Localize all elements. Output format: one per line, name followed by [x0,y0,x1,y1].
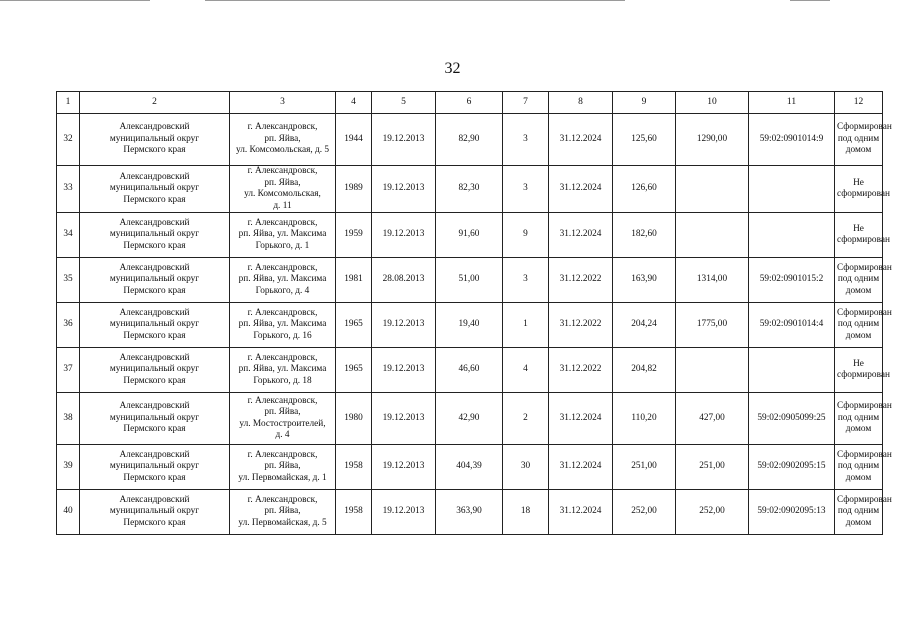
year-cell: 1959 [336,213,372,258]
column-header: 3 [230,92,336,114]
cadastral-number-cell: 59:02:0901014:4 [749,303,835,348]
cadastral-number-cell: 59:02:0902095:15 [749,445,835,490]
count-cell: 2 [503,393,549,445]
area-cell: 82,90 [436,114,503,166]
land-status-cell: Сформирован под одним домом [835,258,883,303]
municipality-cell: Александровский муниципальный округ Пермского края [80,348,230,393]
land-area-cell: 1775,00 [676,303,749,348]
cadastral-number-cell [749,348,835,393]
address-cell: г. Александровск, рп. Яйва, ул. Первомайская, д. 5 [230,490,336,535]
date-cell: 19.12.2013 [372,213,436,258]
page-number: 32 [444,60,461,77]
area-cell: 42,90 [436,393,503,445]
row-number-cell: 34 [57,213,80,258]
date-cell: 19.12.2013 [372,166,436,213]
land-status-cell: Сформирован под одним домом [835,445,883,490]
column-header: 4 [336,92,372,114]
row-number-cell: 33 [57,166,80,213]
row-number-cell: 32 [57,114,80,166]
count-cell: 3 [503,114,549,166]
cadastral-number-cell: 59:02:0905099:25 [749,393,835,445]
column-header: 6 [436,92,503,114]
land-area-cell [676,166,749,213]
land-status-cell: Сформирован под одним домом [835,303,883,348]
year-cell: 1958 [336,445,372,490]
deadline-date-cell: 31.12.2024 [549,490,613,535]
table-row [57,393,883,445]
year-cell: 1989 [336,166,372,213]
value-cell: 182,60 [613,213,676,258]
municipality-cell: Александровский муниципальный округ Пермского края [80,393,230,445]
deadline-date-cell: 31.12.2022 [549,348,613,393]
value-cell: 204,82 [613,348,676,393]
address-cell: г. Александровск, рп. Яйва, ул. Комсомольская, д. 5 [230,114,336,166]
count-cell: 3 [503,166,549,213]
date-cell: 19.12.2013 [372,393,436,445]
value-cell: 204,24 [613,303,676,348]
deadline-date-cell: 31.12.2024 [549,213,613,258]
land-status-cell: Не сформирован [835,166,883,213]
row-number-cell: 38 [57,393,80,445]
row-number-cell: 36 [57,303,80,348]
column-header: 12 [835,92,883,114]
table-row [57,166,883,213]
municipality-cell: Александровский муниципальный округ Пермского края [80,258,230,303]
area-cell: 46,60 [436,348,503,393]
table-row [57,114,883,166]
count-cell: 3 [503,258,549,303]
value-cell: 163,90 [613,258,676,303]
year-cell: 1965 [336,303,372,348]
cadastral-number-cell [749,166,835,213]
municipality-cell: Александровский муниципальный округ Пермского края [80,490,230,535]
row-number-cell: 35 [57,258,80,303]
row-number-cell: 40 [57,490,80,535]
area-cell: 19,40 [436,303,503,348]
area-cell: 404,39 [436,445,503,490]
header-row [57,92,883,114]
area-cell: 363,90 [436,490,503,535]
land-status-cell: Не сформирован [835,213,883,258]
table-row [57,258,883,303]
table-row [57,490,883,535]
land-status-cell: Не сформирован [835,348,883,393]
year-cell: 1981 [336,258,372,303]
table-row [57,213,883,258]
count-cell: 18 [503,490,549,535]
deadline-date-cell: 31.12.2024 [549,114,613,166]
count-cell: 4 [503,348,549,393]
land-status-cell: Сформирован под одним домом [835,114,883,166]
year-cell: 1965 [336,348,372,393]
area-cell: 82,30 [436,166,503,213]
address-cell: г. Александровск, рп. Яйва, ул. Первомайская, д. 1 [230,445,336,490]
land-area-cell: 251,00 [676,445,749,490]
column-header: 1 [57,92,80,114]
deadline-date-cell: 31.12.2024 [549,445,613,490]
area-cell: 51,00 [436,258,503,303]
column-header: 11 [749,92,835,114]
column-header: 9 [613,92,676,114]
housing-registry-table [56,91,892,535]
column-header: 2 [80,92,230,114]
count-cell: 9 [503,213,549,258]
year-cell: 1980 [336,393,372,445]
cadastral-number-cell: 59:02:0901015:2 [749,258,835,303]
land-area-cell: 1290,00 [676,114,749,166]
date-cell: 28.08.2013 [372,258,436,303]
address-cell: г. Александровск, рп. Яйва, ул. Максима Горького, д. 1 [230,213,336,258]
land-area-cell [676,348,749,393]
column-header: 8 [549,92,613,114]
value-cell: 252,00 [613,490,676,535]
area-cell: 91,60 [436,213,503,258]
municipality-cell: Александровский муниципальный округ Пермского края [80,213,230,258]
value-cell: 251,00 [613,445,676,490]
value-cell: 125,60 [613,114,676,166]
land-area-cell: 1314,00 [676,258,749,303]
count-cell: 1 [503,303,549,348]
value-cell: 126,60 [613,166,676,213]
year-cell: 1958 [336,490,372,535]
land-area-cell [676,213,749,258]
municipality-cell: Александровский муниципальный округ Пермского края [80,114,230,166]
land-status-cell: Сформирован под одним домом [835,393,883,445]
column-header: 5 [372,92,436,114]
municipality-cell: Александровский муниципальный округ Пермского края [80,166,230,213]
cadastral-number-cell [749,213,835,258]
land-area-cell: 427,00 [676,393,749,445]
deadline-date-cell: 31.12.2024 [549,166,613,213]
address-cell: г. Александровск, рп. Яйва, ул. Мостостроителей, д. 4 [230,393,336,445]
land-status-cell: Сформирован под одним домом [835,490,883,535]
address-cell: г. Александровск, рп. Яйва, ул. Максима Горького, д. 18 [230,348,336,393]
date-cell: 19.12.2013 [372,303,436,348]
table-row [57,445,883,490]
land-area-cell: 252,00 [676,490,749,535]
deadline-date-cell: 31.12.2022 [549,258,613,303]
deadline-date-cell: 31.12.2024 [549,393,613,445]
date-cell: 19.12.2013 [372,348,436,393]
row-number-cell: 39 [57,445,80,490]
top-scan-rule [0,0,905,2]
date-cell: 19.12.2013 [372,114,436,166]
year-cell: 1944 [336,114,372,166]
cadastral-number-cell: 59:02:0902095:13 [749,490,835,535]
date-cell: 19.12.2013 [372,445,436,490]
address-cell: г. Александровск, рп. Яйва, ул. Максима Горького, д. 16 [230,303,336,348]
count-cell: 30 [503,445,549,490]
date-cell: 19.12.2013 [372,490,436,535]
table-row [57,348,883,393]
column-header: 10 [676,92,749,114]
row-number-cell: 37 [57,348,80,393]
address-cell: г. Александровск, рп. Яйва, ул. Максима Горького, д. 4 [230,258,336,303]
value-cell: 110,20 [613,393,676,445]
address-cell: г. Александровск, рп. Яйва, ул. Комсомольская, д. 11 [230,166,336,213]
column-header: 7 [503,92,549,114]
table-row [57,303,883,348]
municipality-cell: Александровский муниципальный округ Пермского края [80,303,230,348]
cadastral-number-cell: 59:02:0901014:9 [749,114,835,166]
deadline-date-cell: 31.12.2022 [549,303,613,348]
municipality-cell: Александровский муниципальный округ Пермского края [80,445,230,490]
